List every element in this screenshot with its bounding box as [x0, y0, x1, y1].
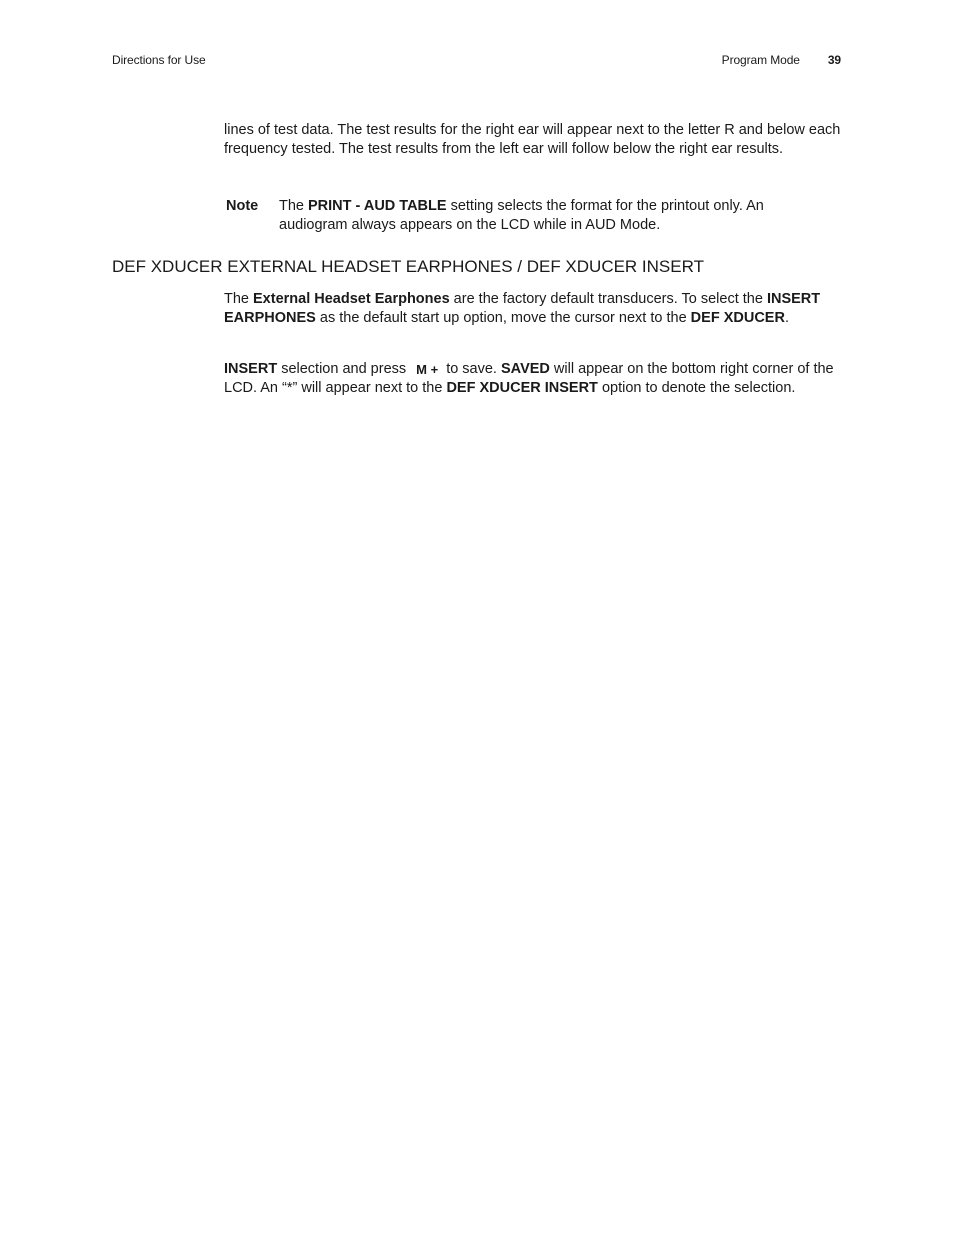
bold-term: External Headset Earphones: [253, 291, 450, 307]
bold-term: INSERT EARPHONES: [224, 291, 821, 326]
running-header-right: [722, 53, 841, 67]
running-header-section: Program Mode: [721, 53, 800, 67]
text-part: .: [784, 310, 789, 326]
note-bold-setting: PRINT - AUD TABLE: [308, 198, 447, 214]
text-part: selection and press: [277, 361, 407, 377]
text-part: will appear on the bottom right corner of the LCD. An “*” will appear next to the: [224, 361, 834, 396]
paragraph-insert-selection: [224, 359, 844, 398]
note-text: [279, 197, 819, 235]
note-text-part: setting selects the format for the printout only. An audiogram always appears on the LCD while in AUD Mode.: [279, 198, 764, 233]
text-part: to save.: [446, 361, 501, 377]
running-header-title: Directions for Use: [112, 53, 206, 67]
bold-term: DEF XDUCER INSERT: [446, 380, 598, 396]
memory-plus-key-icon: M +: [416, 362, 439, 377]
bold-term: SAVED: [501, 361, 550, 377]
paragraph-test-data: lines of test data. The test results for the right ear will appear next to the letter R and below each frequency tested. The test results from the left ear will follow below the right ear results.: [224, 122, 841, 157]
text-part: The: [224, 291, 254, 307]
paragraph-default-transducers: [224, 290, 844, 328]
bold-term: DEF XDUCER: [690, 310, 785, 326]
page-number: 39: [827, 53, 841, 67]
text-part: option to denote the selection.: [597, 380, 796, 396]
note-label: Note: [226, 198, 259, 214]
bold-term: INSERT: [224, 361, 278, 377]
note-text-part: The: [279, 198, 309, 214]
text-part: as the default start up option, move the cursor next to the: [315, 310, 691, 326]
section-heading: DEF XDUCER EXTERNAL HEADSET EARPHONES / DEF XDUCER INSERT: [112, 257, 704, 276]
note-block: [226, 197, 846, 235]
text-part: are the factory default transducers. To select the: [449, 291, 767, 307]
